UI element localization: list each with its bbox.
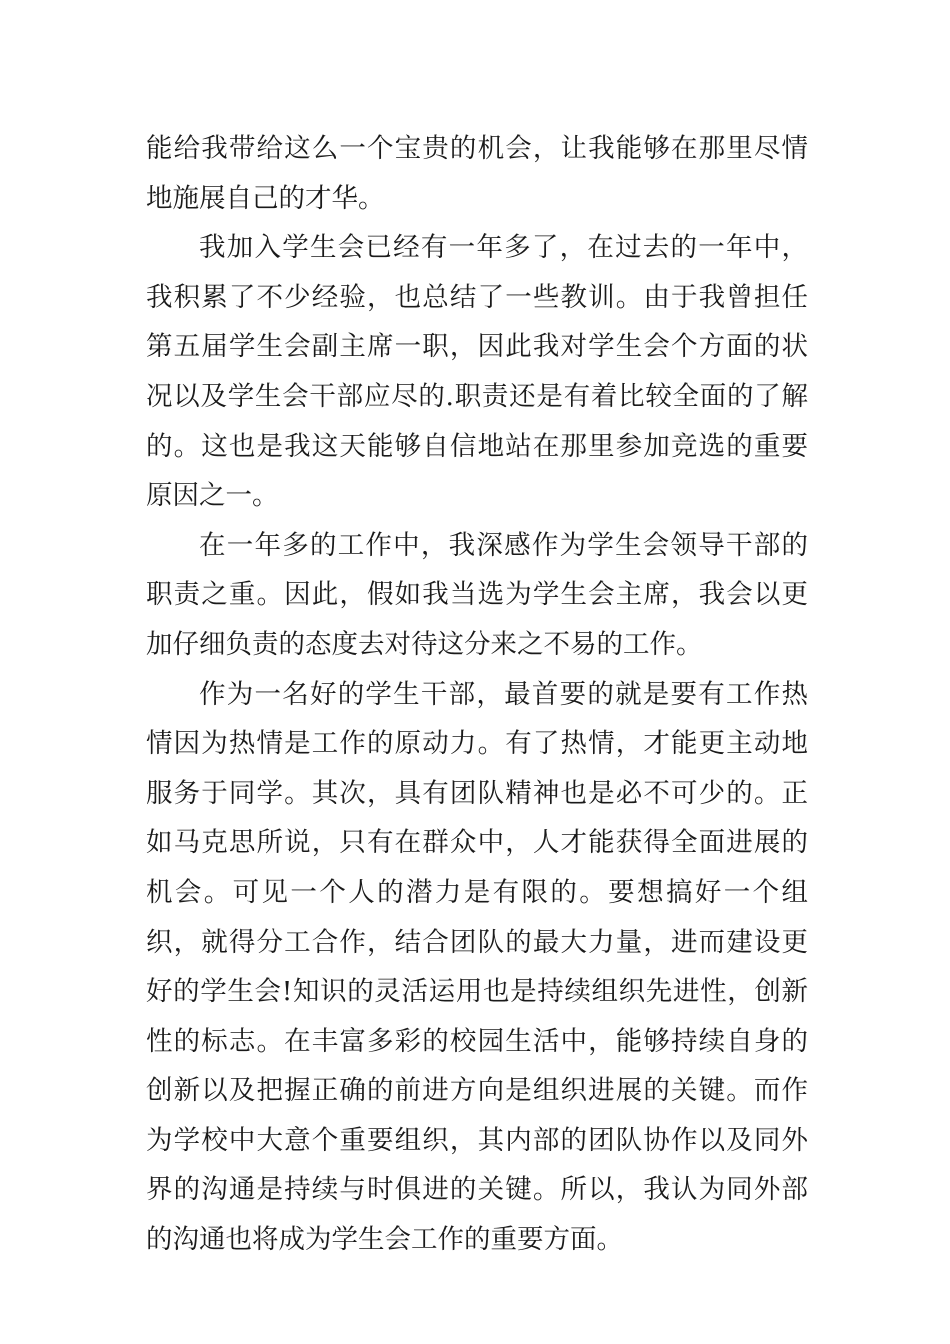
paragraph-4: 作为一名好的学生干部，最首要的就是要有工作热情因为热情是工作的原动力。有了热情，才能更主动地服务于同学。其次，具有团队精神也是必不可少的。正如马克思所说，只有在群众中，人才能获得全面进展的机会。可见一个人的潜力是有限的。要想搞好一个组织，就得分工合作，结合团队的最大力量，进而建设更好的学生会!知识的灵活运用也是持续组织先进性，创新性的标志。在丰富多彩的校园生活中，能够持续自身的创新以及把握正确的前进方向是组织进展的关键。而作为学校中大意个重要组织，其内部的团队协作以及同外界的沟通是持续与时俱进的关键。所以，我认为同外部的沟通也将成为学生会工作的重要方面。 bbox=[146, 678, 808, 1256]
paragraph-2: 我加入学生会已经有一年多了，在过去的一年中，我积累了不少经验，也总结了一些教训。由于我曾担任第五届学生会副主席一职，因此我对学生会个方面的状况以及学生会干部应尽的.职责还是有着比较全面的了解的。这也是我这天能够自信地站在那里参加竞选的重要原因之一。 bbox=[146, 232, 808, 512]
paragraph-1: 能给我带给这么一个宝贵的机会，让我能够在那里尽情地施展自己的才华。 bbox=[146, 133, 808, 214]
document-body bbox=[146, 124, 808, 1265]
paragraph-3: 在一年多的工作中，我深感作为学生会领导干部的职责之重。因此，假如我当选为学生会主席，我会以更加仔细负责的态度去对待这分来之不易的工作。 bbox=[146, 529, 808, 660]
